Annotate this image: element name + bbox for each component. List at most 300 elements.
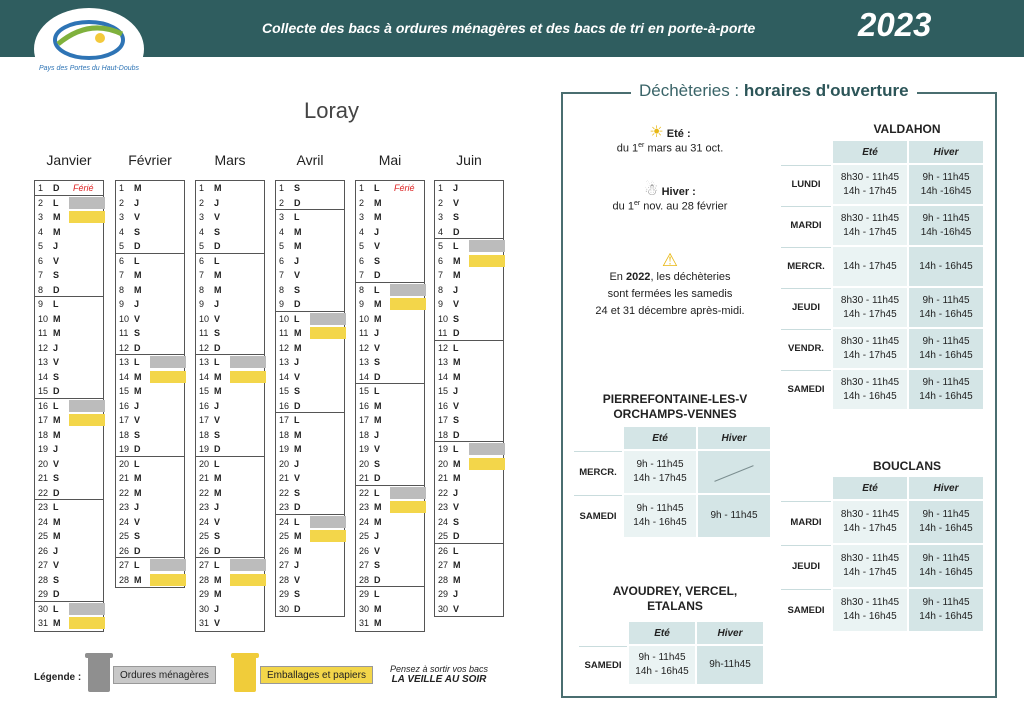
day-row: [276, 500, 344, 515]
day-row: [276, 442, 344, 457]
schedule-row: [781, 165, 983, 204]
day-number: 15: [438, 386, 449, 396]
day-letter: V: [134, 415, 141, 425]
schedule-day: SAMEDI: [781, 589, 831, 631]
day-number: 27: [438, 560, 449, 570]
day-number: 5: [199, 241, 205, 251]
schedule-row: [781, 329, 983, 368]
day-letter: L: [53, 197, 59, 208]
reminder-line1: Pensez à sortir vos bacs: [389, 664, 489, 674]
day-letter: L: [374, 487, 380, 498]
hiver-label: Hiver :: [661, 186, 696, 198]
day-letter: J: [453, 487, 459, 498]
day-row: [435, 471, 503, 486]
hiver-cell: 9h - 11h45 14h - 16h45: [909, 589, 983, 631]
collection-mark: [69, 400, 105, 412]
day-number: 25: [38, 531, 49, 541]
day-letter: M: [53, 618, 61, 628]
day-number: 17: [438, 415, 449, 425]
day-letter: V: [134, 212, 141, 222]
day-letter: M: [294, 444, 302, 454]
day-letter: S: [134, 226, 141, 237]
day-number: 8: [438, 284, 444, 295]
day-row: [435, 587, 503, 602]
day-letter: L: [453, 444, 459, 454]
day-letter: M: [134, 473, 142, 483]
day-row: [356, 268, 424, 283]
day-row: [276, 355, 344, 370]
day-row: [276, 515, 344, 530]
day-letter: J: [53, 444, 59, 454]
day-row: [196, 355, 264, 370]
day-letter: J: [453, 589, 459, 599]
day-number: 16: [38, 400, 49, 411]
schedule-day: JEUDI: [781, 288, 831, 327]
schedule-day: VENDR.: [781, 329, 831, 368]
day-number: 13: [199, 357, 210, 367]
day-letter: S: [294, 386, 301, 396]
day-row: [356, 573, 424, 588]
day-number: 24: [38, 516, 49, 527]
day-row: [35, 428, 103, 443]
day-letter: J: [53, 342, 59, 353]
day-row: [276, 210, 344, 225]
day-number: 8: [359, 284, 365, 295]
day-row: [116, 399, 184, 414]
day-row: [356, 326, 424, 341]
day-row: [435, 500, 503, 515]
day-row: [35, 500, 103, 515]
day-row: [35, 355, 103, 370]
day-number: 7: [279, 270, 285, 280]
day-row: [356, 457, 424, 472]
day-number: 29: [38, 589, 49, 599]
day-row: [356, 471, 424, 486]
hiver-cell: [698, 451, 770, 493]
day-row: [356, 225, 424, 240]
day-number: 3: [359, 212, 365, 222]
day-letter: M: [294, 545, 302, 556]
reminder: [384, 664, 494, 685]
hiver-cell: 9h - 11h45 14h - 16h45: [909, 329, 983, 368]
collection-mark: [310, 530, 346, 542]
day-row: [435, 515, 503, 530]
day-number: 27: [38, 560, 49, 570]
day-number: 17: [119, 415, 130, 425]
day-letter: L: [453, 241, 459, 251]
day-letter: D: [134, 545, 141, 556]
day-row: [35, 573, 103, 588]
schedule-row: [781, 247, 983, 286]
day-row: [356, 442, 424, 457]
day-row: [35, 515, 103, 530]
hiver-cell: 9h - 11h45 14h -16h45: [909, 165, 983, 204]
day-letter: J: [453, 386, 459, 396]
day-letter: V: [214, 415, 221, 425]
hiver-cell: 9h-11h45: [697, 646, 763, 684]
day-letter: L: [214, 560, 220, 570]
day-letter: V: [53, 458, 60, 469]
day-letter: J: [294, 560, 300, 570]
month-column: [195, 180, 265, 632]
schedule-row: [574, 451, 770, 493]
day-row: [435, 428, 503, 443]
day-row: [116, 457, 184, 472]
month-column: [355, 180, 425, 632]
day-row: [356, 341, 424, 356]
day-row: [435, 341, 503, 356]
ete-cell: 14h - 17h45: [833, 247, 907, 286]
day-number: 12: [438, 342, 449, 353]
day-letter: J: [134, 197, 140, 208]
day-letter: S: [453, 516, 460, 527]
day-number: 20: [38, 458, 49, 469]
day-letter: S: [453, 313, 460, 324]
day-row: [35, 268, 103, 283]
warning-icon: ⚠: [661, 250, 679, 270]
day-letter: M: [214, 473, 222, 483]
col-ete: Eté: [624, 427, 696, 449]
day-letter: M: [134, 386, 142, 396]
day-letter: D: [294, 603, 301, 614]
day-letter: S: [134, 328, 141, 338]
day-number: 11: [119, 328, 129, 338]
day-number: 11: [438, 328, 448, 338]
day-number: 20: [279, 458, 290, 469]
month-name: Janvier: [46, 152, 92, 168]
day-number: 23: [359, 502, 370, 512]
day-letter: V: [374, 545, 381, 556]
day-row: [116, 384, 184, 399]
day-row: [35, 587, 103, 602]
hiver-cell: 9h - 11h45 14h - 16h45: [909, 545, 983, 587]
day-row: [276, 341, 344, 356]
day-number: 9: [279, 299, 285, 309]
day-letter: M: [53, 226, 61, 237]
collection-mark: [69, 617, 105, 629]
day-row: [35, 529, 103, 544]
schedule-day: MARDI: [781, 501, 831, 543]
collection-mark: [310, 313, 346, 325]
day-number: 17: [38, 415, 49, 425]
day-letter: V: [374, 342, 381, 353]
day-number: 25: [438, 531, 449, 541]
day-number: 23: [38, 502, 49, 512]
day-letter: L: [214, 357, 220, 367]
day-number: 30: [279, 603, 290, 614]
month-name: Février: [128, 152, 172, 168]
ete-cell: 8h30 - 11h45 14h - 16h45: [833, 370, 907, 409]
day-row: [116, 442, 184, 457]
day-row: [35, 239, 103, 254]
day-letter: J: [53, 545, 59, 556]
day-row: [435, 254, 503, 269]
holiday-label: Férié: [73, 183, 94, 193]
day-number: 30: [359, 603, 370, 614]
ete-cell: 8h30 - 11h45 14h - 17h45: [833, 165, 907, 204]
day-number: 13: [38, 357, 49, 367]
day-number: 12: [279, 342, 290, 353]
day-letter: M: [374, 502, 382, 512]
schedule-day: JEUDI: [781, 545, 831, 587]
day-row: [196, 312, 264, 327]
day-row: [35, 326, 103, 341]
day-letter: D: [294, 502, 301, 512]
month-name: Avril: [296, 152, 324, 168]
schedule-row: [574, 495, 770, 537]
collection-mark: [390, 487, 426, 499]
day-number: 31: [359, 618, 370, 628]
day-letter: D: [134, 241, 141, 251]
day-number: 10: [438, 313, 449, 324]
day-letter: D: [294, 299, 301, 309]
day-row: [435, 239, 503, 254]
day-row: [276, 457, 344, 472]
day-row: [196, 283, 264, 298]
collection-mark: [69, 211, 105, 223]
holiday-label: Férié: [394, 183, 415, 193]
day-number: 27: [199, 560, 210, 570]
day-number: 2: [38, 197, 44, 208]
day-row: [35, 399, 103, 414]
day-letter: D: [294, 400, 301, 411]
day-number: 4: [199, 226, 205, 237]
col-hiver: Hiver: [909, 141, 983, 163]
day-number: 14: [359, 371, 370, 382]
day-row: [196, 341, 264, 356]
day-letter: J: [214, 400, 220, 411]
day-row: [276, 413, 344, 428]
day-letter: M: [53, 531, 61, 541]
day-number: 12: [38, 342, 49, 353]
ete-cell: 8h30 - 11h45 14h - 16h45: [833, 589, 907, 631]
day-row: [35, 225, 103, 240]
day-number: 21: [119, 473, 130, 483]
day-row: [116, 196, 184, 211]
avoudrey-table: [577, 620, 765, 686]
day-number: 19: [279, 444, 290, 454]
day-row: [356, 355, 424, 370]
day-letter: M: [134, 487, 142, 498]
day-number: 2: [279, 197, 285, 208]
day-number: 9: [199, 299, 205, 309]
season-ete: ☀ Eté : du 1er mars au 31 oct.: [616, 124, 724, 155]
day-number: 8: [38, 284, 44, 295]
day-letter: M: [453, 270, 461, 280]
day-letter: D: [53, 589, 60, 599]
day-number: 9: [359, 299, 365, 309]
day-row: [356, 515, 424, 530]
day-letter: M: [453, 473, 461, 483]
day-row: [196, 413, 264, 428]
month-column: [275, 180, 345, 617]
day-letter: L: [53, 603, 59, 614]
day-number: 13: [119, 357, 130, 367]
day-letter: V: [214, 516, 221, 527]
day-row: [116, 254, 184, 269]
day-letter: L: [214, 458, 220, 469]
day-number: 8: [199, 284, 205, 295]
day-number: 23: [438, 502, 449, 512]
hiver-cell: 9h - 11h45 14h - 16h45: [909, 288, 983, 327]
day-number: 11: [279, 328, 289, 338]
day-letter: V: [453, 197, 460, 208]
day-row: [356, 384, 424, 399]
day-number: 21: [359, 473, 370, 483]
day-letter: D: [53, 386, 60, 396]
day-letter: D: [453, 328, 460, 338]
day-number: 28: [199, 574, 210, 585]
day-letter: L: [374, 589, 380, 599]
panel-title-bold: horaires d'ouverture: [743, 81, 909, 100]
valdahon-table: [779, 139, 985, 411]
day-letter: S: [53, 473, 60, 483]
day-letter: M: [214, 487, 222, 498]
day-number: 17: [279, 415, 290, 425]
day-row: [276, 544, 344, 559]
collection-mark: [469, 443, 505, 455]
collection-mark: [150, 356, 186, 368]
day-number: 22: [119, 487, 130, 498]
bouclans-table: [779, 475, 985, 633]
day-letter: J: [214, 197, 220, 208]
day-number: 7: [438, 270, 444, 280]
schedule-day: SAMEDI: [579, 646, 627, 684]
day-row: [356, 616, 424, 631]
day-row: [356, 312, 424, 327]
day-row: [356, 413, 424, 428]
day-letter: M: [214, 270, 222, 280]
ete-cell: 8h30 - 11h45 14h - 17h45: [833, 206, 907, 245]
day-number: 5: [359, 241, 365, 251]
day-number: 24: [359, 516, 370, 527]
day-row: [196, 500, 264, 515]
day-row: [35, 283, 103, 298]
day-number: 6: [359, 255, 365, 266]
day-letter: V: [374, 444, 381, 454]
day-number: 5: [438, 241, 444, 251]
day-letter: M: [453, 255, 461, 266]
day-row: [116, 326, 184, 341]
day-letter: V: [134, 313, 141, 324]
day-number: 22: [199, 487, 210, 498]
day-letter: L: [53, 299, 59, 309]
day-letter: M: [214, 183, 222, 193]
day-row: [276, 312, 344, 327]
collection-mark: [390, 284, 426, 296]
day-row: [116, 544, 184, 559]
day-row: [116, 486, 184, 501]
day-letter: V: [453, 603, 460, 614]
day-row: [116, 413, 184, 428]
day-number: 12: [119, 342, 130, 353]
col-ete: Eté: [629, 622, 695, 644]
day-number: 21: [438, 473, 449, 483]
day-number: 16: [359, 400, 370, 411]
day-row: [116, 297, 184, 312]
day-number: 26: [438, 545, 449, 556]
day-row: [116, 181, 184, 196]
ete-cell: 9h - 11h45 14h - 16h45: [629, 646, 695, 684]
schedule-day: SAMEDI: [781, 370, 831, 409]
day-row: [116, 210, 184, 225]
day-row: [35, 413, 103, 428]
day-row: [435, 326, 503, 341]
day-letter: M: [53, 415, 61, 425]
day-row: [356, 602, 424, 617]
day-number: 19: [119, 444, 130, 454]
collection-mark: [469, 240, 505, 252]
day-number: 28: [359, 574, 370, 585]
day-row: [116, 500, 184, 515]
day-number: 26: [279, 545, 290, 556]
day-number: 27: [279, 560, 290, 570]
day-letter: M: [294, 531, 302, 541]
day-number: 15: [38, 386, 49, 396]
day-number: 26: [199, 545, 210, 556]
header-title: Collecte des bacs à ordures ménagères et des bacs de tri en porte-à-porte: [262, 20, 756, 36]
day-number: 28: [38, 574, 49, 585]
day-letter: S: [214, 328, 221, 338]
day-row: [196, 529, 264, 544]
day-row: [196, 370, 264, 385]
day-row: [435, 210, 503, 225]
day-letter: L: [374, 386, 380, 396]
day-number: 24: [438, 516, 449, 527]
day-number: 10: [38, 313, 49, 324]
day-letter: M: [374, 516, 382, 527]
day-row: [35, 558, 103, 573]
day-number: 2: [438, 197, 444, 208]
day-row: [356, 558, 424, 573]
season-hiver: ☃ Hiver : du 1er nov. au 28 février: [612, 182, 728, 213]
ete-cell: 8h30 - 11h45 14h - 17h45: [833, 545, 907, 587]
site-bouclans: BOUCLANS: [873, 459, 941, 473]
gray-bin-icon: [88, 656, 110, 692]
collection-mark: [230, 371, 266, 383]
sun-icon: ☀: [649, 124, 664, 141]
hiver-cell: 9h - 11h45 14h -16h45: [909, 206, 983, 245]
schedule-row: [781, 288, 983, 327]
day-number: 8: [279, 284, 285, 295]
day-letter: L: [374, 284, 380, 295]
day-number: 18: [438, 429, 449, 440]
day-letter: V: [374, 241, 381, 251]
day-row: [196, 486, 264, 501]
panel-title-plain: Déchèteries :: [639, 81, 744, 100]
day-row: [276, 268, 344, 283]
day-letter: S: [214, 226, 221, 237]
day-letter: D: [374, 270, 381, 280]
day-row: [435, 370, 503, 385]
col-hiver: Hiver: [698, 427, 770, 449]
day-number: 2: [359, 197, 365, 208]
day-row: [276, 297, 344, 312]
day-letter: S: [453, 415, 460, 425]
day-number: 7: [199, 270, 205, 280]
day-number: 1: [279, 183, 285, 193]
ete-cell: 8h30 - 11h45 14h - 17h45: [833, 501, 907, 543]
day-row: [35, 196, 103, 211]
day-row: [116, 341, 184, 356]
pierrefontaine-table: [572, 425, 772, 539]
day-letter: D: [214, 444, 221, 454]
day-number: 4: [119, 226, 125, 237]
day-letter: M: [134, 574, 142, 585]
day-row: [435, 297, 503, 312]
day-number: 14: [279, 371, 290, 382]
day-number: 6: [279, 255, 285, 266]
